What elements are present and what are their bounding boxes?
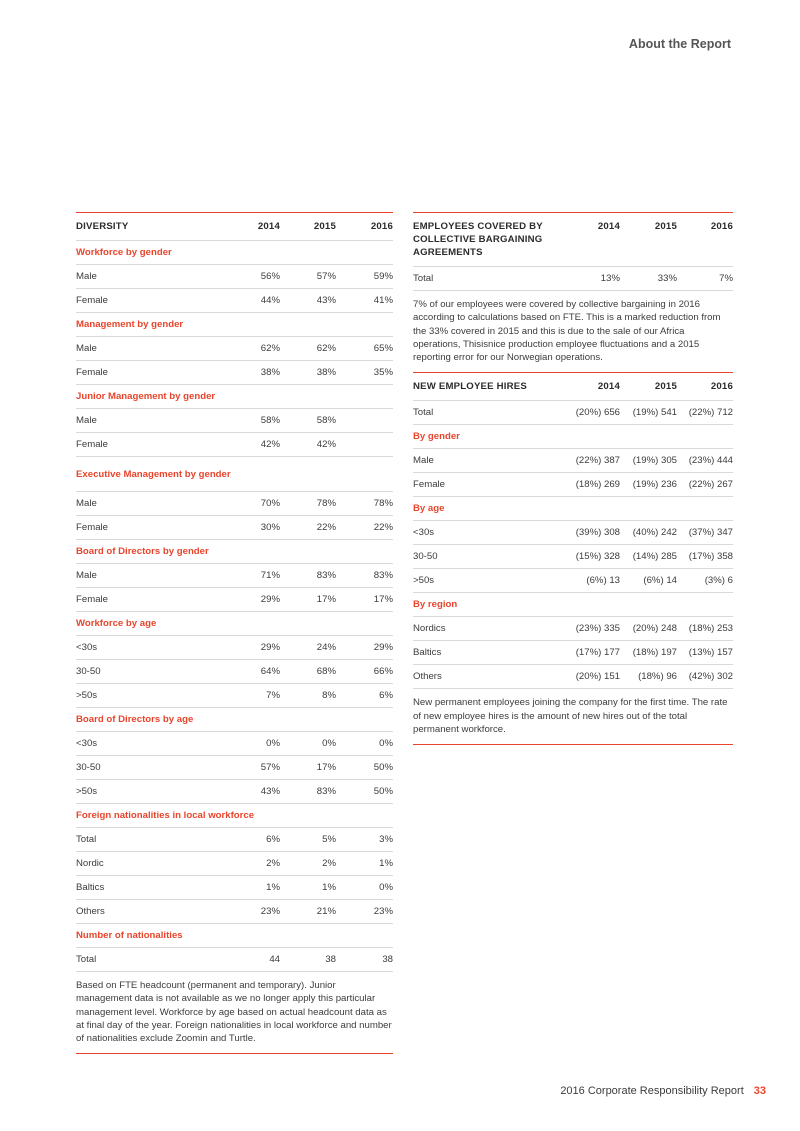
table-row xyxy=(76,588,393,612)
value-2014: 23% xyxy=(234,900,280,924)
value-2016: 50% xyxy=(336,780,393,804)
value-2015: 42% xyxy=(280,433,336,457)
row-label: Male xyxy=(76,409,234,433)
diversity-section xyxy=(76,212,393,1054)
value-2014: (6%) 13 xyxy=(553,569,620,593)
row-label: Female xyxy=(76,289,234,313)
table-row xyxy=(76,900,393,924)
table-row xyxy=(76,828,393,852)
column-header-2015: 2015 xyxy=(654,381,677,393)
section-heading: Workforce by age xyxy=(76,612,393,636)
row-label: >50s xyxy=(76,780,234,804)
section-heading-row xyxy=(76,385,393,409)
table-row xyxy=(76,492,393,516)
value-2015: (20%) 248 xyxy=(620,617,677,641)
section-heading-row xyxy=(76,540,393,564)
section-heading-row xyxy=(413,497,733,521)
section-heading: Workforce by gender xyxy=(76,241,393,265)
table-row xyxy=(76,337,393,361)
value-2015: 83% xyxy=(280,564,336,588)
right-column xyxy=(413,212,733,745)
value-2016: 22% xyxy=(336,516,393,540)
section-heading: Board of Directors by age xyxy=(76,708,393,732)
column-header-2015: 2015 xyxy=(654,221,677,232)
row-label: Female xyxy=(76,361,234,385)
value-2016: 50% xyxy=(336,756,393,780)
value-2015: 38% xyxy=(280,361,336,385)
column-header-2014: 2014 xyxy=(257,221,280,232)
report-title: 2016 Corporate Responsibility Report xyxy=(560,1085,744,1097)
value-2015: (19%) 541 xyxy=(620,401,677,425)
value-2014: 44% xyxy=(234,289,280,313)
section-heading-row xyxy=(413,593,733,617)
value-2014: 42% xyxy=(234,433,280,457)
row-label: Male xyxy=(76,492,234,516)
value-2014: (17%) 177 xyxy=(553,641,620,665)
row-label: <30s xyxy=(413,521,553,545)
table-row xyxy=(76,564,393,588)
value-2016: 65% xyxy=(336,337,393,361)
column-header-2014: 2014 xyxy=(597,381,620,393)
row-label: Female xyxy=(76,588,234,612)
value-2016: 3% xyxy=(336,828,393,852)
page-number: 33 xyxy=(753,1085,766,1097)
column-header-2015: 2015 xyxy=(313,221,336,232)
value-2015: 1% xyxy=(280,876,336,900)
row-label: Male xyxy=(76,564,234,588)
collective-bargaining-table xyxy=(413,212,733,291)
table-row xyxy=(413,473,733,497)
value-2016: 66% xyxy=(336,660,393,684)
value-2015: 8% xyxy=(280,684,336,708)
value-2015: 57% xyxy=(280,265,336,289)
hires-footnote: New permanent employees joining the company for the first time. The rate of new employee hires is the amount of new hires out of the total permanent workforce. xyxy=(413,689,733,745)
row-label: Male xyxy=(76,337,234,361)
value-2016: (23%) 444 xyxy=(677,449,733,473)
value-2015: 24% xyxy=(280,636,336,660)
diversity-table-title: DIVERSITY xyxy=(76,221,129,232)
value-2015: 68% xyxy=(280,660,336,684)
page-footer xyxy=(560,1085,766,1097)
row-label: 30-50 xyxy=(76,660,234,684)
value-2016: 41% xyxy=(336,289,393,313)
value-2015: 21% xyxy=(280,900,336,924)
value-2014: 64% xyxy=(234,660,280,684)
hires-header-row xyxy=(413,373,733,401)
value-2014: 70% xyxy=(234,492,280,516)
value-2014: 44 xyxy=(234,948,280,972)
value-2016: 0% xyxy=(336,732,393,756)
row-label: >50s xyxy=(76,684,234,708)
table-row xyxy=(413,267,733,291)
value-2016: (22%) 267 xyxy=(677,473,733,497)
value-2014: (39%) 308 xyxy=(553,521,620,545)
table-row xyxy=(413,665,733,689)
section-heading-row xyxy=(76,924,393,948)
table-row xyxy=(413,569,733,593)
value-2015: (19%) 305 xyxy=(620,449,677,473)
value-2014: 29% xyxy=(234,636,280,660)
value-2016: 59% xyxy=(336,265,393,289)
collective-header-row xyxy=(413,213,733,267)
row-label: Total xyxy=(413,401,553,425)
value-2015: 0% xyxy=(280,732,336,756)
value-2014: 58% xyxy=(234,409,280,433)
hires-table-body xyxy=(413,401,733,689)
new-hires-table xyxy=(413,373,733,689)
value-2016: 78% xyxy=(336,492,393,516)
section-heading: By region xyxy=(413,593,733,617)
section-heading-row xyxy=(76,313,393,337)
diversity-table xyxy=(76,212,393,972)
row-label: Female xyxy=(76,516,234,540)
value-2015: 83% xyxy=(280,780,336,804)
value-2016: 29% xyxy=(336,636,393,660)
value-2014: (20%) 151 xyxy=(553,665,620,689)
collective-bargaining-section xyxy=(413,212,733,373)
diversity-table-body xyxy=(76,241,393,972)
table-row xyxy=(76,361,393,385)
table-row xyxy=(413,641,733,665)
value-2015: 78% xyxy=(280,492,336,516)
value-2015: (40%) 242 xyxy=(620,521,677,545)
value-2016: 38 xyxy=(336,948,393,972)
row-label: Total xyxy=(76,828,234,852)
row-label: Female xyxy=(413,473,553,497)
value-2016: 23% xyxy=(336,900,393,924)
collective-table-body xyxy=(413,267,733,291)
row-label: Total xyxy=(76,948,234,972)
section-heading-spacer xyxy=(280,457,393,492)
table-row xyxy=(76,265,393,289)
value-2014: (18%) 269 xyxy=(553,473,620,497)
value-2014: (22%) 387 xyxy=(553,449,620,473)
value-2015: 2% xyxy=(280,852,336,876)
row-label: 30-50 xyxy=(76,756,234,780)
value-2015: (18%) 197 xyxy=(620,641,677,665)
value-2016: 83% xyxy=(336,564,393,588)
section-heading: By age xyxy=(413,497,733,521)
column-header-2016: 2016 xyxy=(710,221,733,232)
value-2014: (15%) 328 xyxy=(553,545,620,569)
diversity-footnote: Based on FTE headcount (permanent and temporary). Junior management data is not available as we no longer apply this particular management level. Workforce by age based on actual headcount data as at final day of the year. Foreign nationalities in local workforce and number of nationalities exclude Zoomin and Turtle. xyxy=(76,972,393,1054)
row-label: Baltics xyxy=(413,641,553,665)
value-2016: 35% xyxy=(336,361,393,385)
row-label: Others xyxy=(76,900,234,924)
diversity-header-row xyxy=(76,213,393,241)
collective-table-title: EMPLOYEES COVERED BY COLLECTIVE BARGAINING AGREEMENTS xyxy=(413,221,543,258)
row-label: <30s xyxy=(76,636,234,660)
value-2014: (20%) 656 xyxy=(553,401,620,425)
value-2014: 30% xyxy=(234,516,280,540)
table-row xyxy=(413,521,733,545)
value-2014: (23%) 335 xyxy=(553,617,620,641)
column-header-2014: 2014 xyxy=(597,221,620,232)
row-label: Nordic xyxy=(76,852,234,876)
row-label: 30-50 xyxy=(413,545,553,569)
row-label: Male xyxy=(413,449,553,473)
value-2014: 7% xyxy=(234,684,280,708)
value-2015: 58% xyxy=(280,409,336,433)
value-2015: (19%) 236 xyxy=(620,473,677,497)
section-heading: Board of Directors by gender xyxy=(76,540,393,564)
table-row xyxy=(76,852,393,876)
value-2015: (18%) 96 xyxy=(620,665,677,689)
new-hires-section xyxy=(413,373,733,745)
value-2014: 71% xyxy=(234,564,280,588)
table-row xyxy=(76,756,393,780)
value-2014: 62% xyxy=(234,337,280,361)
value-2016: 1% xyxy=(336,852,393,876)
table-row xyxy=(413,449,733,473)
row-label: Baltics xyxy=(76,876,234,900)
section-heading: Junior Management by gender xyxy=(76,385,393,409)
value-2016: (17%) 358 xyxy=(677,545,733,569)
value-2015: 62% xyxy=(280,337,336,361)
collective-footnote: 7% of our employees were covered by collective bargaining in 2016 according to calculations based on FTE. This is a marked reduction from the 33% covered in 2015 and this is due to the sale of our Africa operations, Thisisnice production employee fluctuations and a 2015 reporting error for our Norwegian operations. xyxy=(413,291,733,373)
value-2014: 6% xyxy=(234,828,280,852)
value-2016: 6% xyxy=(336,684,393,708)
row-label: <30s xyxy=(76,732,234,756)
section-heading-row xyxy=(76,708,393,732)
value-2016: (13%) 157 xyxy=(677,641,733,665)
value-2016: 7% xyxy=(677,267,733,291)
value-2016: (3%) 6 xyxy=(677,569,733,593)
section-heading: Number of nationalities xyxy=(76,924,393,948)
table-row xyxy=(76,433,393,457)
table-row xyxy=(76,409,393,433)
table-row xyxy=(413,617,733,641)
table-row xyxy=(413,401,733,425)
value-2016 xyxy=(336,433,393,457)
value-2015: 33% xyxy=(620,267,677,291)
table-row xyxy=(76,780,393,804)
table-row xyxy=(76,516,393,540)
value-2016 xyxy=(336,409,393,433)
value-2015: (14%) 285 xyxy=(620,545,677,569)
value-2014: 13% xyxy=(553,267,620,291)
table-row xyxy=(76,948,393,972)
section-heading-row xyxy=(413,425,733,449)
table-row xyxy=(76,660,393,684)
value-2015: 5% xyxy=(280,828,336,852)
column-header-2016: 2016 xyxy=(370,221,393,232)
section-heading: Foreign nationalities in local workforce xyxy=(76,804,393,828)
table-row xyxy=(76,289,393,313)
row-label: Others xyxy=(413,665,553,689)
section-heading-row xyxy=(76,612,393,636)
value-2015: 17% xyxy=(280,756,336,780)
value-2015: 22% xyxy=(280,516,336,540)
table-row xyxy=(76,636,393,660)
value-2014: 2% xyxy=(234,852,280,876)
row-label: Nordics xyxy=(413,617,553,641)
value-2016: (18%) 253 xyxy=(677,617,733,641)
value-2016: 0% xyxy=(336,876,393,900)
table-row xyxy=(76,684,393,708)
value-2014: 29% xyxy=(234,588,280,612)
row-label: Male xyxy=(76,265,234,289)
section-heading: Executive Management by gender xyxy=(76,457,280,492)
value-2016: 17% xyxy=(336,588,393,612)
section-heading-row xyxy=(76,241,393,265)
hires-table-title: NEW EMPLOYEE HIRES xyxy=(413,381,527,393)
value-2015: (6%) 14 xyxy=(620,569,677,593)
row-label: Total xyxy=(413,267,553,291)
table-row xyxy=(76,876,393,900)
value-2015: 17% xyxy=(280,588,336,612)
section-heading-row xyxy=(76,457,393,492)
section-heading-row xyxy=(76,804,393,828)
value-2016: (42%) 302 xyxy=(677,665,733,689)
value-2015: 38 xyxy=(280,948,336,972)
column-header-2016: 2016 xyxy=(710,381,733,393)
value-2014: 56% xyxy=(234,265,280,289)
value-2014: 1% xyxy=(234,876,280,900)
value-2014: 38% xyxy=(234,361,280,385)
section-heading: Management by gender xyxy=(76,313,393,337)
table-row xyxy=(76,732,393,756)
section-heading: By gender xyxy=(413,425,733,449)
row-label: Female xyxy=(76,433,234,457)
value-2014: 43% xyxy=(234,780,280,804)
row-label: >50s xyxy=(413,569,553,593)
page-header-title: About the Report xyxy=(628,37,731,51)
value-2016: (22%) 712 xyxy=(677,401,733,425)
value-2015: 43% xyxy=(280,289,336,313)
value-2016: (37%) 347 xyxy=(677,521,733,545)
value-2014: 0% xyxy=(234,732,280,756)
table-row xyxy=(413,545,733,569)
value-2014: 57% xyxy=(234,756,280,780)
